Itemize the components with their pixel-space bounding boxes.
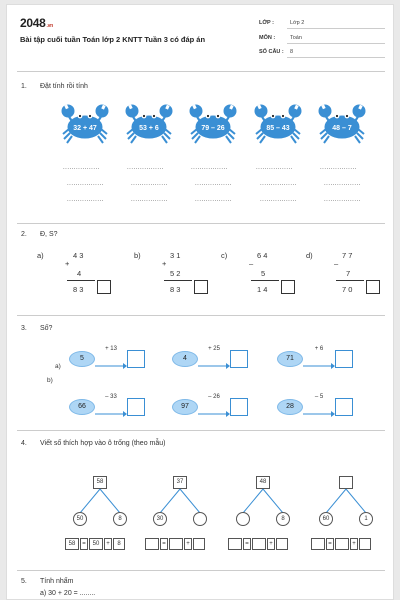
bond-line — [263, 489, 283, 513]
eq-part-box: 50 — [89, 538, 103, 550]
answer-line[interactable]: ................. — [191, 165, 228, 171]
start-number-oval: 28 — [277, 399, 303, 415]
bottom-number: 7 — [346, 269, 351, 278]
answer-line[interactable]: ................. — [324, 197, 361, 203]
answer-line[interactable]: ................. — [195, 181, 232, 187]
meta-value-count: 8 — [290, 49, 294, 55]
eq-part-box[interactable] — [359, 538, 371, 550]
question-number: 5. — [21, 578, 27, 585]
item-label: d) — [306, 251, 313, 260]
result-number: 7 0 — [342, 285, 353, 294]
item-label: b) — [134, 251, 141, 260]
row-label-a: a) — [55, 363, 61, 370]
plus-sign-box: + — [104, 538, 112, 550]
row-label-b: b) — [47, 377, 53, 384]
eq-part-box[interactable] — [193, 538, 205, 550]
crab-expression: 32 + 47 — [73, 125, 97, 132]
question-item-a: a) 30 + 20 = ........ — [40, 590, 96, 597]
question-text: Số? — [40, 325, 53, 332]
answer-line[interactable]: ................. — [131, 197, 168, 203]
number-bond-lines — [7, 5, 394, 600]
answer-line[interactable]: ................. — [260, 197, 297, 203]
question-text: Đ, S? — [40, 231, 58, 238]
meta-value-class: Lớp 2 — [290, 20, 305, 26]
operator: – — [334, 259, 339, 268]
result-number: 1 4 — [257, 285, 268, 294]
operator: + — [65, 259, 70, 268]
answer-line[interactable]: ................. — [324, 181, 361, 187]
item-label: c) — [221, 251, 228, 260]
crab-expression: 53 + 6 — [139, 125, 159, 132]
start-number-oval: 66 — [69, 399, 95, 415]
top-number: 7 7 — [342, 251, 353, 260]
eq-part-box[interactable] — [276, 538, 288, 550]
eq-total-box[interactable] — [228, 538, 242, 550]
bond-line — [80, 489, 100, 513]
bond-right-circle[interactable] — [193, 512, 207, 526]
operation-label: – 26 — [208, 394, 220, 400]
top-number: 3 1 — [170, 251, 181, 260]
site-logo[interactable]: 2048.vn — [20, 16, 53, 30]
bond-right-circle: 8 — [276, 512, 290, 526]
result-number: 8 3 — [170, 285, 181, 294]
answer-line[interactable]: ................. — [195, 197, 232, 203]
question-text: Đặt tính rồi tính — [40, 83, 88, 90]
bottom-number: 5 2 — [170, 269, 181, 278]
plus-sign-box: + — [184, 538, 192, 550]
operation-label: + 13 — [105, 346, 117, 352]
crab-expression: 48 – 7 — [332, 125, 352, 132]
answer-line[interactable]: ................. — [127, 165, 164, 171]
start-number-oval: 71 — [277, 351, 303, 367]
bond-line — [100, 489, 120, 513]
meta-value-subject: Toán — [290, 35, 302, 41]
eq-total-box: 58 — [65, 538, 79, 550]
question-number: 2. — [21, 231, 27, 238]
answer-line[interactable]: ................. — [67, 181, 104, 187]
meta-label-subject: MÔN : — [259, 35, 276, 41]
eq-total-box[interactable] — [145, 538, 159, 550]
eq-sign-box: = — [243, 538, 251, 550]
question-number: 4. — [21, 440, 27, 447]
answer-line[interactable]: ................. — [320, 165, 357, 171]
top-number: 4 3 — [73, 251, 84, 260]
eq-sign-box: = — [80, 538, 88, 550]
eq-part-box[interactable] — [335, 538, 349, 550]
bond-top-box: 37 — [173, 476, 187, 489]
meta-label-class: LỚP : — [259, 20, 274, 26]
question-number: 3. — [21, 325, 27, 332]
meta-label-count: SỐ CÂU : — [259, 49, 284, 55]
start-number-oval: 5 — [69, 351, 95, 367]
bond-line — [243, 489, 263, 513]
eq-sign-box: = — [160, 538, 168, 550]
start-number-oval: 4 — [172, 351, 198, 367]
page-title: Bài tập cuối tuần Toán lớp 2 KNTT Tuần 3 có đáp án — [20, 35, 206, 44]
bond-left-circle: 30 — [153, 512, 167, 526]
eq-total-box[interactable] — [311, 538, 325, 550]
crab-expression: 85 – 43 — [266, 125, 290, 132]
result-number: 8 3 — [73, 285, 84, 294]
operator: – — [249, 259, 254, 268]
bond-line — [326, 489, 346, 513]
bond-left-circle[interactable] — [236, 512, 250, 526]
plus-sign-box: + — [267, 538, 275, 550]
bond-top-box: 58 — [93, 476, 107, 489]
item-label: a) — [37, 251, 44, 260]
bond-line — [346, 489, 366, 513]
operation-label: – 33 — [105, 394, 117, 400]
question-text: Tính nhẩm — [40, 578, 74, 585]
operation-label: – 5 — [314, 394, 324, 400]
divider — [17, 570, 385, 571]
eq-sign-box: = — [326, 538, 334, 550]
question-text: Viết số thích hợp vào ô trống (theo mẫu) — [40, 440, 166, 447]
crab-expression: 79 – 26 — [201, 125, 225, 132]
plus-sign-box: + — [350, 538, 358, 550]
bond-right-circle: 8 — [113, 512, 127, 526]
bond-top-box: 48 — [256, 476, 270, 489]
bond-top-box[interactable] — [339, 476, 353, 489]
answer-line[interactable]: ................. — [67, 197, 104, 203]
operator: + — [162, 259, 167, 268]
eq-part-box: 8 — [113, 538, 125, 550]
bottom-number: 4 — [77, 269, 82, 278]
bottom-number: 5 — [261, 269, 266, 278]
operation-label: + 6 — [314, 346, 324, 352]
answer-line[interactable]: ................. — [63, 165, 100, 171]
answer-line[interactable]: ................. — [131, 181, 168, 187]
top-number: 6 4 — [257, 251, 268, 260]
bond-left-circle: 50 — [73, 512, 87, 526]
bond-line — [160, 489, 180, 513]
eq-part-box[interactable] — [252, 538, 266, 550]
worksheet-page — [6, 4, 394, 600]
question-number: 1. — [21, 83, 27, 90]
bond-right-circle: 1 — [359, 512, 373, 526]
eq-part-box[interactable] — [169, 538, 183, 550]
answer-line[interactable]: ................. — [256, 165, 293, 171]
bond-left-circle: 60 — [319, 512, 333, 526]
operation-label: + 25 — [208, 346, 220, 352]
start-number-oval: 97 — [172, 399, 198, 415]
answer-line[interactable]: ................. — [260, 181, 297, 187]
bond-line — [180, 489, 200, 513]
